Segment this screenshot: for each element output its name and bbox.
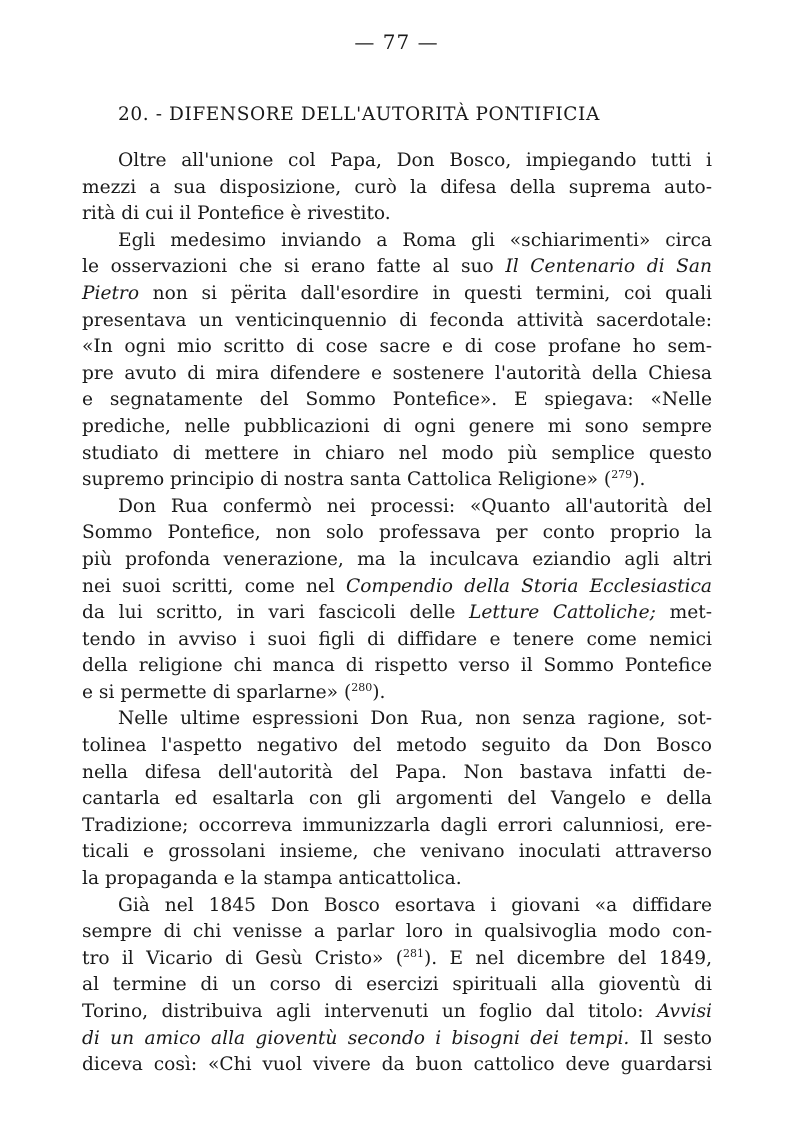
text-line [82,919,712,946]
text-line [82,281,712,308]
text-line [82,946,712,973]
page-number: — 77 — [354,30,439,54]
text-segment: studiato di mettere in chiaro nel modo più semplice questo [82,442,712,464]
text-segment: nei suoi scritti, come nel [82,575,347,597]
text-segment: Nelle ultime espressioni Don Rua, non senza ragione, sot- [118,708,712,730]
text-segment: ticali e grossolani insieme, che venivano inoculati attraverso [82,841,712,863]
text-segment: tolinea l'aspetto negativo del metodo seguito da Don Bosco [82,735,712,757]
italic-title: di un amico alla gioventù secondo i bisogni dei tempi. [82,1027,630,1049]
text-segment: diceva così: «Chi vuol vivere da buon cattolico deve guardarsi [82,1054,712,1076]
text-line [82,733,712,760]
text-line [82,1026,712,1053]
text-segment: sempre di chi venisse a parlar loro in qualsivoglia modo con- [82,921,712,943]
body-text [82,148,712,1079]
italic-title: Pietro [82,282,140,304]
text-line [82,201,712,228]
text-line [82,653,712,680]
text-segment: al termine di un corso di esercizi spirituali alla gioventù di [82,974,712,996]
text-line [82,706,712,733]
text-line [82,254,712,281]
text-line [82,361,712,388]
text-line [82,467,712,494]
text-line [82,999,712,1026]
text-line [82,760,712,787]
text-line [82,175,712,202]
text-line [82,786,712,813]
text-segment: ). [632,469,646,491]
text-segment: supremo principio di nostra santa Cattolica Religione» ( [82,469,612,491]
text-line [82,600,712,627]
text-line [82,414,712,441]
text-line [82,494,712,521]
text-line [82,574,712,601]
text-line [82,813,712,840]
text-segment: tendo in avviso i suoi figli di diffidare e tenere come nemici [82,628,712,650]
text-segment: ). E nel dicembre del 1849, [424,947,712,969]
text-segment: Sommo Pontefice, non solo professava per conto proprio la [82,522,712,544]
text-segment: le osservazioni che si erano fatte al suo [82,256,506,278]
text-line [82,547,712,574]
italic-title: Il Centenario di San [505,256,712,278]
text-segment: Don Rua confermò nei processi: «Quanto all'autorità del [118,495,712,517]
text-line [82,1052,712,1079]
text-segment: nella difesa dell'autorità del Papa. Non bastava infatti de- [82,761,712,783]
text-line [82,228,712,255]
text-segment: e si permette di sparlarne» ( [82,681,352,703]
text-segment: la propaganda e la stampa anticattolica. [82,868,462,890]
italic-title: Letture Cattoliche; [469,602,656,624]
italic-title: Avvisi [656,1001,712,1022]
text-segment: più profonda venerazione, ma la inculcava eziandio agli altri [82,548,712,570]
text-line [82,627,712,654]
text-segment: tro il Vicario di Gesù Cristo» ( [82,947,403,969]
text-segment: ). [372,681,386,703]
text-line [82,972,712,999]
footnote-ref: 279 [611,467,633,481]
text-line [82,387,712,414]
text-segment: mezzi a sua disposizione, curò la difesa della suprema auto- [82,176,712,198]
text-line [82,148,712,175]
text-segment: rità di cui il Pontefice è rivestito. [82,203,391,225]
text-segment: Egli medesimo inviando a Roma gli «schiarimenti» circa [118,229,712,251]
text-segment: Già nel 1845 Don Bosco esortava i giovani «a diffidare [118,894,712,916]
text-segment: prediche, nelle pubblicazioni di ogni genere mi sono sempre [82,415,712,437]
text-segment: cantarla ed esaltarla con gli argomenti del Vangelo e della [82,788,712,810]
section-heading: 20. - DIFENSORE DELL'AUTORITÀ PONTIFICIA [118,104,600,125]
text-segment: presentava un venticinquennio di feconda attività sacerdotale: [82,309,712,331]
text-line [82,866,712,893]
text-line [82,441,712,468]
text-segment: non si përita dall'esordire in questi termini, coi quali [139,282,712,304]
text-line [82,308,712,335]
text-segment: pre avuto di mira difendere e sostenere l'autorità della Chiesa [82,362,712,384]
text-segment: da lui scritto, in vari fascicoli delle [82,602,470,624]
text-line [82,334,712,361]
text-segment: met- [655,602,712,624]
text-line [82,680,712,707]
text-segment: della religione chi manca di rispetto verso il Sommo Pontefice [82,655,712,677]
italic-title: Compendio della Storia Ecclesiastica [346,575,712,597]
text-segment: Oltre all'unione col Papa, Don Bosco, impiegando tutti i [118,150,712,171]
footnote-ref: 280 [351,680,373,694]
text-segment: «In ogni mio scritto di cose sacre e di cose profane ho sem- [82,336,712,358]
text-segment: Tradizione; occorreva immunizzarla dagli errori calunniosi, ere- [82,814,712,836]
footnote-ref: 281 [403,946,424,960]
text-segment: Il sesto [629,1027,713,1049]
text-segment: e segnatamente del Sommo Pontefice». E spiegava: «Nelle [82,389,712,411]
text-line [82,839,712,866]
text-segment: Torino, distribuiva agli intervenuti un foglio dal titolo: [82,1001,657,1022]
text-line [82,520,712,547]
text-line [82,893,712,920]
